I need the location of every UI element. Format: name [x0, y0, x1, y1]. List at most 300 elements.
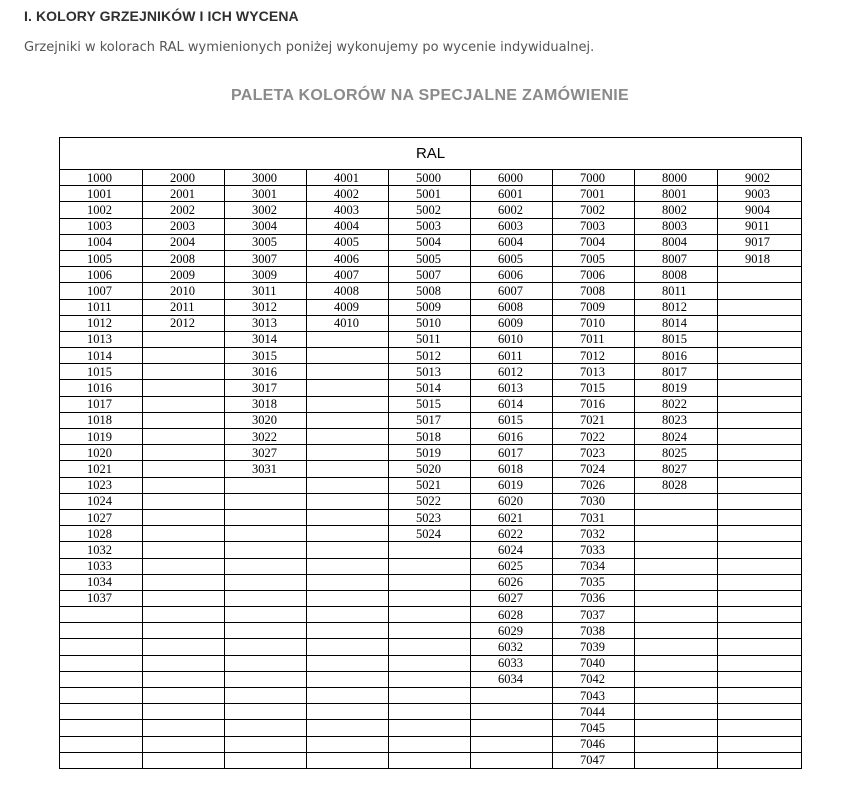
ral-code-cell: 6013 — [471, 380, 553, 396]
ral-code-cell: 5003 — [389, 218, 471, 234]
table-row — [60, 234, 802, 250]
ral-code-cell: 4007 — [307, 267, 389, 283]
ral-code-cell: 8027 — [635, 461, 718, 477]
ral-code-cell — [225, 736, 307, 752]
ral-code-cell — [307, 396, 389, 412]
table-row — [60, 364, 802, 380]
ral-code-cell — [143, 590, 225, 606]
ral-code-cell: 2000 — [143, 170, 225, 186]
ral-code-cell — [143, 623, 225, 639]
ral-code-cell: 3014 — [225, 331, 307, 347]
ral-code-cell: 7046 — [553, 736, 635, 752]
ral-code-cell: 6016 — [471, 429, 553, 445]
ral-code-cell — [389, 671, 471, 687]
ral-code-cell: 6011 — [471, 348, 553, 364]
ral-code-cell: 7021 — [553, 412, 635, 428]
ral-code-cell: 7043 — [553, 688, 635, 704]
ral-code-cell — [635, 607, 718, 623]
table-row — [60, 429, 802, 445]
ral-code-cell — [718, 445, 802, 461]
ral-code-cell: 7013 — [553, 364, 635, 380]
ral-code-cell — [307, 380, 389, 396]
ral-code-cell — [718, 558, 802, 574]
palette-title: PALETA KOLORÓW NA SPECJALNE ZAMÓWIENIE — [230, 87, 630, 104]
ral-code-cell: 7001 — [553, 186, 635, 202]
ral-code-cell — [307, 688, 389, 704]
ral-code-cell — [143, 736, 225, 752]
ral-code-cell: 5019 — [389, 445, 471, 461]
ral-code-cell: 7015 — [553, 380, 635, 396]
ral-code-cell: 7016 — [553, 396, 635, 412]
ral-code-cell — [635, 704, 718, 720]
ral-code-cell — [307, 607, 389, 623]
ral-code-cell: 3011 — [225, 283, 307, 299]
ral-code-cell: 8015 — [635, 331, 718, 347]
ral-code-cell — [635, 542, 718, 558]
ral-code-cell: 5004 — [389, 234, 471, 250]
ral-code-cell: 6018 — [471, 461, 553, 477]
ral-code-cell: 1016 — [60, 380, 143, 396]
ral-code-cell: 8000 — [635, 170, 718, 186]
ral-code-cell — [225, 558, 307, 574]
ral-code-cell: 1012 — [60, 315, 143, 331]
ral-code-cell: 4006 — [307, 250, 389, 266]
ral-code-cell: 7012 — [553, 348, 635, 364]
ral-code-cell: 7032 — [553, 526, 635, 542]
ral-code-cell — [225, 607, 307, 623]
ral-code-cell: 7039 — [553, 639, 635, 655]
ral-code-cell — [718, 639, 802, 655]
ral-code-cell: 7042 — [553, 671, 635, 687]
ral-code-cell — [143, 348, 225, 364]
ral-code-cell: 6024 — [471, 542, 553, 558]
ral-code-cell: 1015 — [60, 364, 143, 380]
ral-header-row — [60, 138, 802, 170]
ral-code-cell: 1004 — [60, 234, 143, 250]
ral-code-cell — [225, 493, 307, 509]
ral-code-cell — [718, 477, 802, 493]
ral-code-cell — [718, 720, 802, 736]
table-row — [60, 542, 802, 558]
ral-code-cell: 6001 — [471, 186, 553, 202]
ral-code-cell — [718, 574, 802, 590]
ral-code-cell: 3013 — [225, 315, 307, 331]
ral-code-cell — [143, 412, 225, 428]
ral-code-cell — [307, 623, 389, 639]
ral-code-cell — [635, 671, 718, 687]
ral-code-cell: 5020 — [389, 461, 471, 477]
ral-code-cell — [718, 736, 802, 752]
ral-code-cell — [307, 526, 389, 542]
ral-code-cell: 1033 — [60, 558, 143, 574]
table-row — [60, 590, 802, 606]
ral-code-cell — [635, 493, 718, 509]
ral-code-cell: 3022 — [225, 429, 307, 445]
ral-code-cell — [60, 752, 143, 768]
ral-code-cell: 1023 — [60, 477, 143, 493]
ral-code-cell: 1024 — [60, 493, 143, 509]
ral-code-cell: 1021 — [60, 461, 143, 477]
table-row — [60, 348, 802, 364]
ral-code-cell: 1037 — [60, 590, 143, 606]
ral-code-cell: 5007 — [389, 267, 471, 283]
ral-code-cell — [143, 396, 225, 412]
ral-code-cell: 8025 — [635, 445, 718, 461]
ral-code-cell — [389, 639, 471, 655]
ral-code-cell — [389, 623, 471, 639]
table-row — [60, 752, 802, 768]
ral-code-cell: 7031 — [553, 509, 635, 525]
ral-code-cell — [307, 704, 389, 720]
ral-code-cell — [389, 736, 471, 752]
ral-code-cell — [389, 607, 471, 623]
ral-code-cell — [718, 331, 802, 347]
ral-code-cell — [635, 720, 718, 736]
ral-code-cell: 6005 — [471, 250, 553, 266]
ral-code-cell: 9003 — [718, 186, 802, 202]
ral-code-cell: 9002 — [718, 170, 802, 186]
table-row — [60, 704, 802, 720]
ral-code-cell: 1027 — [60, 509, 143, 525]
ral-code-cell: 1019 — [60, 429, 143, 445]
ral-code-cell: 3004 — [225, 218, 307, 234]
table-row — [60, 170, 802, 186]
ral-code-cell — [635, 752, 718, 768]
ral-code-cell: 3027 — [225, 445, 307, 461]
ral-code-cell: 7011 — [553, 331, 635, 347]
ral-code-cell: 4001 — [307, 170, 389, 186]
ral-code-cell: 5008 — [389, 283, 471, 299]
ral-code-cell — [718, 380, 802, 396]
table-row — [60, 623, 802, 639]
ral-code-cell: 5012 — [389, 348, 471, 364]
table-row — [60, 558, 802, 574]
ral-code-cell — [635, 736, 718, 752]
ral-code-cell: 7033 — [553, 542, 635, 558]
ral-code-cell — [718, 655, 802, 671]
ral-code-cell — [635, 574, 718, 590]
table-row — [60, 607, 802, 623]
ral-code-cell: 4008 — [307, 283, 389, 299]
ral-code-cell — [471, 752, 553, 768]
ral-code-cell — [307, 736, 389, 752]
ral-code-cell: 8003 — [635, 218, 718, 234]
ral-code-cell: 5021 — [389, 477, 471, 493]
ral-code-cell: 6010 — [471, 331, 553, 347]
ral-code-cell — [143, 704, 225, 720]
ral-code-cell: 6004 — [471, 234, 553, 250]
ral-code-cell — [389, 558, 471, 574]
ral-code-cell — [225, 542, 307, 558]
ral-code-cell — [389, 590, 471, 606]
ral-code-cell: 1020 — [60, 445, 143, 461]
ral-code-cell — [143, 688, 225, 704]
ral-code-cell — [718, 590, 802, 606]
ral-code-cell — [307, 752, 389, 768]
ral-code-cell — [307, 558, 389, 574]
ral-code-cell — [143, 380, 225, 396]
ral-code-cell: 1011 — [60, 299, 143, 315]
ral-header: RAL — [60, 138, 802, 170]
ral-code-cell: 5018 — [389, 429, 471, 445]
ral-code-cell — [143, 574, 225, 590]
table-row — [60, 493, 802, 509]
ral-code-cell — [635, 623, 718, 639]
ral-code-cell — [389, 688, 471, 704]
ral-code-cell — [307, 331, 389, 347]
ral-code-cell — [143, 558, 225, 574]
ral-code-cell — [718, 607, 802, 623]
ral-code-cell: 9017 — [718, 234, 802, 250]
ral-code-cell: 6034 — [471, 671, 553, 687]
ral-code-cell — [225, 477, 307, 493]
ral-code-cell — [60, 704, 143, 720]
ral-code-cell: 1017 — [60, 396, 143, 412]
ral-code-cell: 1013 — [60, 331, 143, 347]
ral-code-cell: 3018 — [225, 396, 307, 412]
ral-code-cell: 6017 — [471, 445, 553, 461]
table-row — [60, 299, 802, 315]
ral-code-cell: 8017 — [635, 364, 718, 380]
ral-code-cell — [718, 461, 802, 477]
ral-code-cell: 4003 — [307, 202, 389, 218]
ral-code-cell — [389, 704, 471, 720]
ral-code-cell: 2004 — [143, 234, 225, 250]
ral-code-cell: 6028 — [471, 607, 553, 623]
ral-code-cell — [60, 655, 143, 671]
ral-code-cell — [60, 720, 143, 736]
ral-code-cell: 1002 — [60, 202, 143, 218]
ral-code-cell — [307, 477, 389, 493]
ral-code-cell: 5017 — [389, 412, 471, 428]
ral-code-cell — [471, 720, 553, 736]
ral-code-cell — [225, 509, 307, 525]
ral-code-cell: 6029 — [471, 623, 553, 639]
ral-code-cell — [718, 509, 802, 525]
ral-code-cell: 5009 — [389, 299, 471, 315]
ral-code-cell — [718, 688, 802, 704]
ral-code-cell: 3000 — [225, 170, 307, 186]
ral-code-cell — [60, 639, 143, 655]
ral-code-cell — [718, 412, 802, 428]
ral-code-cell: 1032 — [60, 542, 143, 558]
ral-code-cell: 2002 — [143, 202, 225, 218]
table-row — [60, 380, 802, 396]
ral-code-cell: 5023 — [389, 509, 471, 525]
ral-code-cell: 6002 — [471, 202, 553, 218]
ral-code-cell: 2003 — [143, 218, 225, 234]
ral-code-cell: 1001 — [60, 186, 143, 202]
ral-code-cell: 7008 — [553, 283, 635, 299]
table-row — [60, 445, 802, 461]
ral-code-cell — [307, 671, 389, 687]
ral-code-cell: 7045 — [553, 720, 635, 736]
ral-code-cell — [307, 542, 389, 558]
ral-code-cell — [60, 607, 143, 623]
ral-code-cell — [718, 493, 802, 509]
ral-code-cell: 8024 — [635, 429, 718, 445]
table-row — [60, 412, 802, 428]
ral-code-cell: 5014 — [389, 380, 471, 396]
ral-code-cell: 7009 — [553, 299, 635, 315]
ral-code-cell: 8004 — [635, 234, 718, 250]
ral-code-cell — [143, 364, 225, 380]
ral-code-cell: 8019 — [635, 380, 718, 396]
ral-code-cell: 7023 — [553, 445, 635, 461]
ral-code-cell — [307, 574, 389, 590]
ral-code-cell: 1000 — [60, 170, 143, 186]
ral-code-cell: 8022 — [635, 396, 718, 412]
ral-code-cell: 3009 — [225, 267, 307, 283]
ral-code-cell: 7006 — [553, 267, 635, 283]
ral-code-cell — [307, 493, 389, 509]
ral-code-cell — [718, 542, 802, 558]
ral-code-cell — [718, 299, 802, 315]
ral-table-body — [60, 170, 802, 769]
ral-code-cell: 1005 — [60, 250, 143, 266]
ral-code-cell — [718, 283, 802, 299]
ral-code-cell — [307, 348, 389, 364]
ral-code-cell — [635, 688, 718, 704]
ral-code-cell: 7037 — [553, 607, 635, 623]
ral-code-cell: 6019 — [471, 477, 553, 493]
ral-code-cell: 4004 — [307, 218, 389, 234]
ral-code-cell: 5001 — [389, 186, 471, 202]
ral-code-cell: 7010 — [553, 315, 635, 331]
table-row — [60, 736, 802, 752]
ral-code-cell: 7003 — [553, 218, 635, 234]
ral-code-cell: 5000 — [389, 170, 471, 186]
ral-code-cell: 2011 — [143, 299, 225, 315]
ral-code-cell: 2012 — [143, 315, 225, 331]
ral-table — [59, 137, 802, 769]
ral-code-cell: 6006 — [471, 267, 553, 283]
ral-code-cell: 5022 — [389, 493, 471, 509]
ral-code-cell — [225, 574, 307, 590]
ral-code-cell — [718, 526, 802, 542]
ral-code-cell — [471, 688, 553, 704]
ral-code-cell: 9004 — [718, 202, 802, 218]
table-row — [60, 202, 802, 218]
ral-code-cell — [389, 574, 471, 590]
ral-code-cell: 6015 — [471, 412, 553, 428]
ral-code-cell: 1003 — [60, 218, 143, 234]
ral-code-cell — [307, 639, 389, 655]
ral-code-cell — [307, 509, 389, 525]
ral-code-cell: 1006 — [60, 267, 143, 283]
ral-code-cell: 3015 — [225, 348, 307, 364]
ral-code-cell — [143, 542, 225, 558]
ral-code-cell: 5024 — [389, 526, 471, 542]
ral-code-cell: 3002 — [225, 202, 307, 218]
ral-code-cell: 8008 — [635, 267, 718, 283]
ral-code-cell — [225, 623, 307, 639]
ral-code-cell — [225, 655, 307, 671]
ral-code-cell — [60, 671, 143, 687]
ral-code-cell: 3005 — [225, 234, 307, 250]
table-row — [60, 671, 802, 687]
ral-code-cell: 7038 — [553, 623, 635, 639]
table-row — [60, 688, 802, 704]
table-row — [60, 315, 802, 331]
ral-code-cell: 7034 — [553, 558, 635, 574]
ral-code-cell: 2008 — [143, 250, 225, 266]
ral-code-cell: 3001 — [225, 186, 307, 202]
ral-code-cell: 7000 — [553, 170, 635, 186]
ral-code-cell — [143, 639, 225, 655]
ral-code-cell: 9011 — [718, 218, 802, 234]
table-row — [60, 396, 802, 412]
table-row — [60, 331, 802, 347]
ral-code-cell — [225, 688, 307, 704]
ral-code-cell: 6027 — [471, 590, 553, 606]
intro-text: Grzejniki w kolorach RAL wymienionych poniżej wykonujemy po wycenie indywidualnej. — [24, 40, 595, 55]
ral-code-cell — [389, 655, 471, 671]
ral-code-cell — [635, 590, 718, 606]
ral-code-cell: 6020 — [471, 493, 553, 509]
ral-code-cell — [718, 704, 802, 720]
ral-code-cell — [307, 590, 389, 606]
ral-code-cell — [635, 526, 718, 542]
ral-code-cell — [307, 461, 389, 477]
ral-code-cell: 5015 — [389, 396, 471, 412]
ral-code-cell — [635, 655, 718, 671]
ral-code-cell — [635, 558, 718, 574]
ral-code-cell: 6026 — [471, 574, 553, 590]
ral-code-cell — [143, 607, 225, 623]
table-row — [60, 720, 802, 736]
ral-code-cell: 8001 — [635, 186, 718, 202]
ral-code-cell: 7030 — [553, 493, 635, 509]
ral-code-cell — [143, 493, 225, 509]
ral-code-cell — [307, 655, 389, 671]
ral-code-cell — [143, 331, 225, 347]
ral-code-cell: 6014 — [471, 396, 553, 412]
ral-code-cell — [389, 542, 471, 558]
ral-code-cell — [635, 639, 718, 655]
ral-code-cell — [718, 348, 802, 364]
ral-code-cell — [471, 704, 553, 720]
ral-code-cell — [143, 445, 225, 461]
table-row — [60, 509, 802, 525]
ral-code-cell: 1014 — [60, 348, 143, 364]
ral-code-cell: 5002 — [389, 202, 471, 218]
table-row — [60, 461, 802, 477]
ral-code-cell — [60, 688, 143, 704]
ral-code-cell: 5011 — [389, 331, 471, 347]
ral-code-cell: 8012 — [635, 299, 718, 315]
ral-code-cell — [471, 736, 553, 752]
ral-code-cell: 6012 — [471, 364, 553, 380]
ral-code-cell — [307, 412, 389, 428]
ral-code-cell: 4002 — [307, 186, 389, 202]
ral-code-cell — [143, 752, 225, 768]
ral-code-cell — [389, 752, 471, 768]
table-row — [60, 250, 802, 266]
ral-code-cell — [718, 267, 802, 283]
ral-code-cell: 2010 — [143, 283, 225, 299]
section-heading: I. KOLORY GRZEJNIKÓW I ICH WYCENA — [24, 8, 299, 24]
ral-code-cell: 7026 — [553, 477, 635, 493]
ral-code-cell — [143, 720, 225, 736]
ral-code-cell — [143, 526, 225, 542]
ral-code-cell — [307, 445, 389, 461]
ral-code-cell: 3031 — [225, 461, 307, 477]
ral-code-cell: 8023 — [635, 412, 718, 428]
table-row — [60, 477, 802, 493]
ral-code-cell: 2001 — [143, 186, 225, 202]
ral-code-cell — [718, 364, 802, 380]
